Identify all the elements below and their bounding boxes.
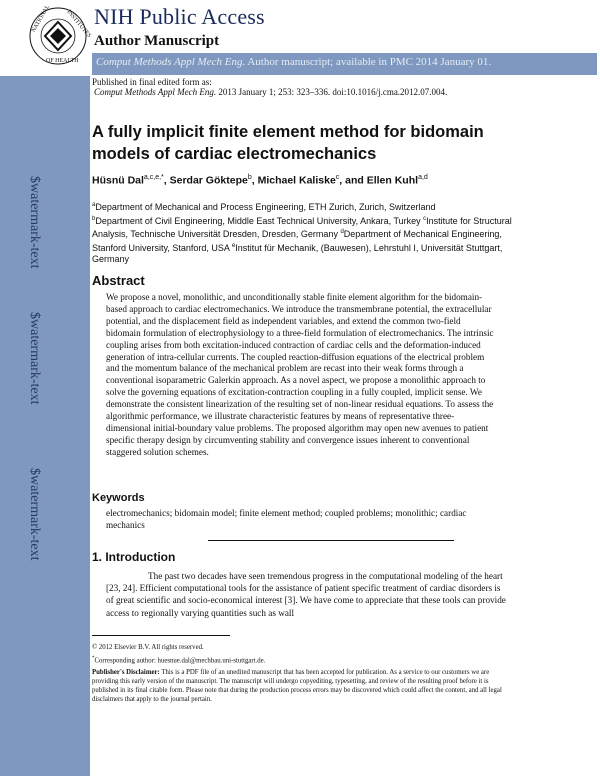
affiliation: Institut für Mechanik, (Bauwesen), Lehrstuhl I, Universität Stuttgart, Germany <box>92 242 503 265</box>
affiliation: Department of Mechanical and Process Engineering, ETH Zurich, Zurich, Switzerland <box>95 202 436 212</box>
journal-status: Author manuscript; available in PMC 2014 January 01. <box>245 56 492 68</box>
seal-text-left: NATIONAL <box>30 4 52 34</box>
author-name: Michael Kaliske <box>257 174 336 187</box>
author-sup: a,c,e,* <box>143 174 164 181</box>
affiliation: Department of Mechanical Engineering, Stanford University, Stanford, USA <box>92 229 502 253</box>
keywords-text: electromechanics; bidomain model; finite element method; coupled problems; monolithic; cardiac mechanics <box>106 508 467 530</box>
author-name: Ellen Kuhl <box>366 174 419 187</box>
copyright-notice: © 2012 Elsevier B.V. All rights reserved. <box>92 644 204 651</box>
author-name: Serdar Göktepe <box>169 174 248 187</box>
published-label: Published in final edited form as: <box>92 77 212 87</box>
author-manuscript-label: Author Manuscript <box>94 33 220 49</box>
corresponding-author: *Corresponding author: huesnue.dal@mechbau.uni-stuttgart.de. <box>92 656 266 665</box>
seal-text-bottom: OF HEALTH <box>46 58 79 64</box>
author-list: Hüsnü Dal$^{a,c,e,*}$, Serdar Göktepe$^b$, Michael Kaliske$^c$, and Ellen Kuhl$^{a,d}$ <box>92 174 428 187</box>
author-sup: a,d <box>418 174 428 181</box>
section-divider <box>208 540 454 541</box>
introduction-text: The past two decades have seen tremendous progress in the computational modeling of the heart [23, 24]. Efficient computational tools for the assistance of patient specific treatment of cardiac disorders is of great scientific and socio-economical interest [3]. We have come to appreciate that these tools can provide access to regionally varying quantities such as wall <box>106 571 506 618</box>
journal-status-band <box>92 53 597 75</box>
footnote-divider <box>92 635 230 636</box>
publisher-disclaimer <box>92 668 502 704</box>
introduction-heading: 1. Introduction <box>92 550 176 564</box>
affiliation: Department of Civil Engineering, Middle East Technical University, Ankara, Turkey <box>95 215 424 226</box>
citation-details: 2013 January 1; 253: 323–336. doi:10.1016/j.cma.2012.07.004. <box>216 87 448 97</box>
disclaimer-label: Publisher's Disclaimer: <box>92 669 160 676</box>
watermark-text-3: $watermark-text <box>27 468 42 561</box>
nih-public-access-title: NIH Public Access <box>94 4 265 29</box>
author-name: Hüsnü Dal <box>92 174 144 187</box>
seal-text-right: INSTITUTES <box>65 9 92 39</box>
disclaimer-text: This is a PDF file of an unedited manuscript that has been accepted for publication. As a service to our customers we are providing this early version of the manuscript. The manuscript will undergo copyediting, typesetting, and review of the resulting proof before it is published in its final citable form. Please note that during the production process errors may be discovered which could affect the content, and all legal disclaimers that apply to the journal pertain. <box>92 669 502 703</box>
journal-abbrev: Comput Methods Appl Mech Eng. <box>96 56 246 68</box>
nih-seal-logo <box>28 4 92 66</box>
affiliation: Institute for Structural Analysis, Technische Universität Dresden, Dresden, Germany <box>92 215 512 240</box>
left-sidebar-band <box>0 76 90 776</box>
journal-status-text <box>96 56 491 68</box>
author-sup: c <box>335 174 340 181</box>
watermark-text-1: $watermark-text <box>27 176 42 269</box>
keywords-heading: Keywords <box>92 492 145 504</box>
affiliations: $^a$Department of Mechanical and Process Engineering, ETH Zurich, Zurich, Switzerland $^b$Department of Civil Engineering, Middle East Technical University, Ankara, Turkey $^c$Institute for Structural Analysis, Technische Universität Dresden, Dresden, Germany $^d$Department of Mechanical Engineering, Stanford University, Stanford, USA $^e$Institut für Mechanik, (Bauwesen), Lehrstuhl I, Universität Stuttgart, Germany <box>92 202 512 265</box>
citation-journal: Comput Methods Appl Mech Eng. <box>94 87 217 97</box>
author-sup: b <box>247 174 252 181</box>
article-title: A fully implicit finite element method for bidomain models of cardiac electromechanics <box>92 123 484 163</box>
publication-citation <box>94 87 447 97</box>
watermark-text-2: $watermark-text <box>27 312 42 405</box>
abstract-heading: Abstract <box>92 273 145 288</box>
abstract-text: We propose a novel, monolithic, and unconditionally stable finite element algorithm for the bidomain-based approach to cardiac electromechanics. We introduce the transmembrane potential, the extracellular potential, and the displacement field as independent variables, and extend the common two-field bidomain formulation of electrophysiology to a three-field formulation of electromechanics. The intrinsic coupling arises from both excitation-induced contraction of cardiac cells and the deformation-induced generation of intra-cellular currents. The coupled reaction-diffusion equations of the electrical problem and the momentum balance of the mechanical problem are recast into their weak forms through a conventional isoparametric Galerkin approach. As a novel aspect, we propose a monolithic approach to solve the governing equations of excitation-contraction coupling in a fully coupled, implicit sense. We demonstrate the consistent linearization of the resulting set of non-linear residual equations. To assess the algorithmic performance, we illustrate characteristic features by means of representative three-dimensional initial-boundary value problems. The proposed algorithm may open new avenues to patient specific therapy design by circumventing stability and convergence issues inherent to conventional staggered solution schemes. <box>106 292 494 457</box>
